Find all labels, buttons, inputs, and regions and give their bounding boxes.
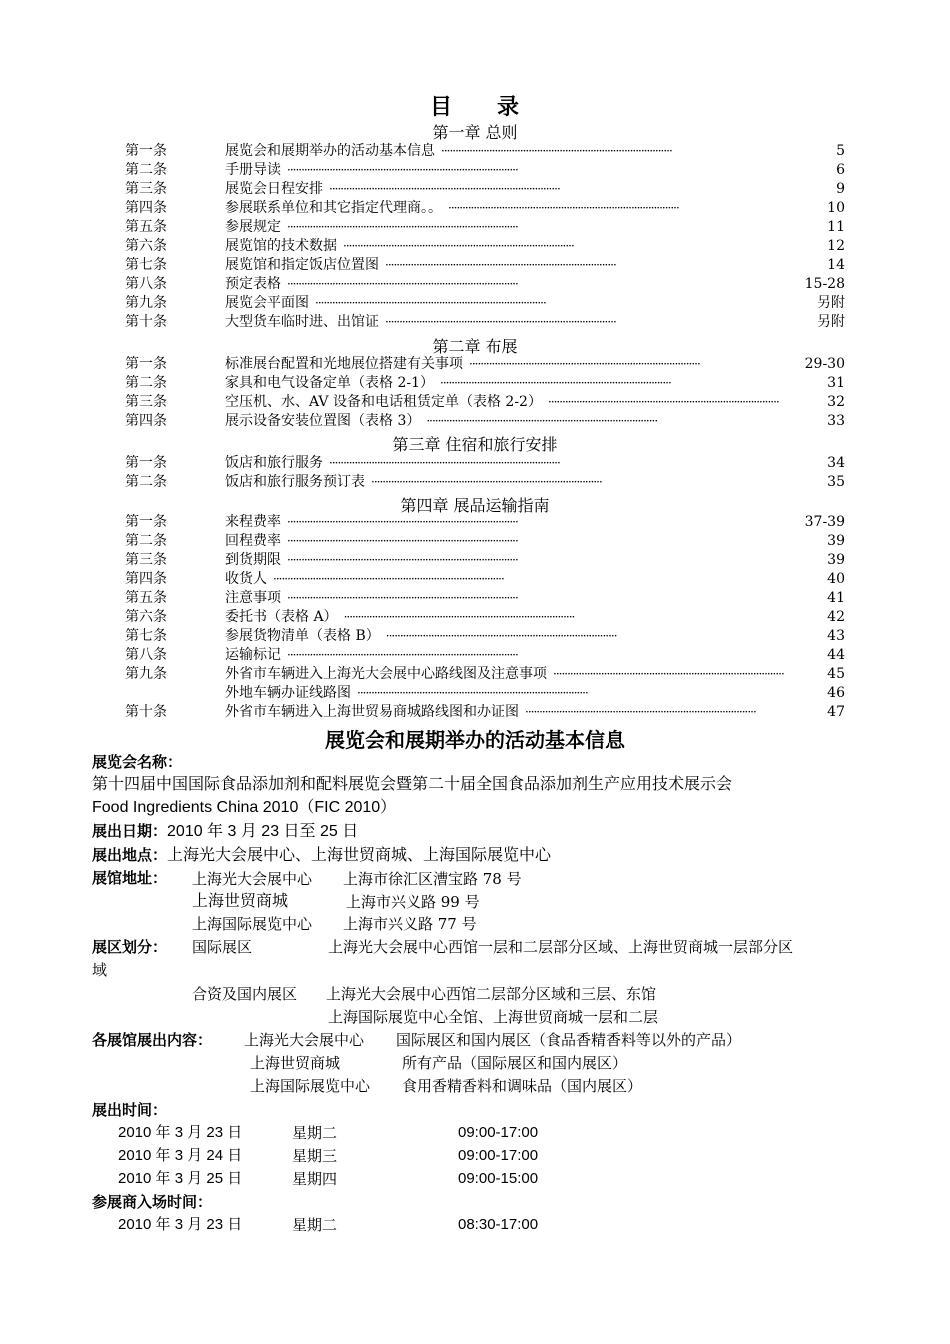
toc-entry-num: 第一条 [125,356,167,372]
toc-entry-num: 第四条 [125,200,167,216]
toc-entry-num: 第九条 [125,295,167,311]
toc-entry-text: 展览馆和指定饭店位置图 [225,257,379,273]
toc-entry-num: 第四条 [125,413,167,429]
toc-entry-num: 第二条 [125,533,167,549]
toc-entry-page: 32 [827,394,845,410]
date-value: 2010 年 3 月 23 日至 25 日 [167,823,359,840]
entry-weekday: 星期二 [292,1216,338,1234]
toc-entry[interactable]: 第五条 参展规定 ·················································································· 11 [125,219,845,235]
toc-entry-page: 15-28 [804,276,845,292]
toc-entry[interactable]: 第七条 参展货物清单（表格 B） ·················································································· 43 [125,628,845,644]
toc-entry-text: 外省市车辆进入上海世贸易商城路线图和办证图 [225,704,519,720]
zone-label: 展区划分： [92,938,168,956]
toc-entry-num: 第二条 [125,162,167,178]
toc-entry-page: 44 [827,647,845,663]
toc-entry-num: 第六条 [125,238,167,254]
content-desc: 所有产品（国际展区和国内展区） [402,1054,628,1072]
toc-entry-num: 第三条 [125,181,167,197]
toc-entry-num: 第一条 [125,514,167,530]
toc-entry-num: 第六条 [125,609,167,625]
toc-entry-text: 注意事项 [225,590,281,606]
toc-entry-text: 展览会日程安排 [225,181,323,197]
toc-entry-text: 大型货车临时进、出馆证 [225,314,379,330]
toc-entry-text: 收货人 [225,571,267,587]
toc-entry-text: 外地车辆办证线路图 [225,685,351,701]
toc-entry-text: 到货期限 [225,552,281,568]
toc-entry-text: 来程费率 [225,514,281,530]
zone-intl: 国际展区 [192,938,253,956]
toc-entry-page: 34 [827,455,845,471]
toc-entry-num: 第三条 [125,552,167,568]
toc-entry[interactable]: 第十条 大型货车临时进、出馆证 ·················································································· 另附 [125,314,845,330]
toc-entry-page: 45 [827,666,845,682]
toc-entry-page: 另附 [817,314,845,330]
toc-entry[interactable]: 第十条 外省市车辆进入上海世贸易商城路线图和办证图 ·················································································· 47 [125,704,845,720]
time-date: 2010 年 3 月 23 日 [118,1124,243,1141]
toc-entry-num: 第八条 [125,647,167,663]
toc-entry-num: 第八条 [125,276,167,292]
chapter-1-title: 第一章 总则 [432,123,518,142]
toc-entry-text: 家具和电气设备定单（表格 2-1） [225,375,434,391]
content-venue: 上海国际展览中心 [250,1077,371,1095]
toc-entry[interactable]: 第九条 外省市车辆进入上海光大会展中心路线图及注意事项 ·················································································· 45 [125,666,845,682]
toc-entry[interactable]: 第二条 饭店和旅行服务预订表 ·················································································· 35 [125,474,845,490]
toc-entry-num: 第二条 [125,474,167,490]
exhibition-name-en: Food Ingredients China 2010（FIC 2010） [92,799,397,816]
toc-entry-text: 外省市车辆进入上海光大会展中心路线图及注意事项 [225,666,547,682]
toc-entry-page: 35 [827,474,845,490]
toc-entry[interactable]: 第四条 收货人 ·················································································· 40 [125,571,845,587]
time-hours: 09:00-17:00 [458,1124,539,1141]
toc-entry-page: 33 [827,413,845,429]
time-date: 2010 年 3 月 24 日 [118,1147,243,1164]
toc-entry-page: 46 [827,685,845,701]
time-hours: 09:00-17:00 [458,1147,539,1164]
toc-entry-text: 空压机、水、AV 设备和电话租赁定单（表格 2-2） [225,394,542,410]
toc-entry[interactable]: 第二条 家具和电气设备定单（表格 2-1） ·················································································· 31 [125,375,845,391]
toc-entry[interactable]: 第七条 展览馆和指定饭店位置图 ·················································································· 14 [125,257,845,273]
toc-entry[interactable]: 第三条 到货期限 ·················································································· 39 [125,552,845,568]
toc-entry[interactable]: 第六条 委托书（表格 A） ·················································································· 42 [125,609,845,625]
address-text: 上海市兴义路 99 号 [346,893,480,911]
toc-entry-page: 29-30 [804,356,845,372]
toc-entry-text: 回程费率 [225,533,281,549]
toc-entry-num: 第二条 [125,375,167,391]
address-venue: 上海世贸商城 [192,891,289,910]
place-value: 上海光大会展中心、上海世贸商城、上海国际展览中心 [167,847,552,864]
toc-entry[interactable]: 第四条 参展联系单位和其它指定代理商。。 ·················································································· 10 [125,200,845,216]
section-title: 展览会和展期举办的活动基本信息 [325,728,625,752]
zone-intl-desc-wrap: 域 [92,961,108,979]
toc-entry[interactable]: 第九条 展览会平面图 ·················································································· 另附 [125,295,845,311]
toc-entry[interactable]: 第五条 注意事项 ·················································································· 41 [125,590,845,606]
toc-entry[interactable]: 第六条 展览馆的技术数据 ·················································································· 12 [125,238,845,254]
zone-intl-desc: 上海光大会展中心西馆一层和二层部分区域、上海世贸商城一层部分区 [328,938,794,956]
toc-entry[interactable]: 第八条 运输标记 ·················································································· 44 [125,647,845,663]
time-weekday: 星期四 [292,1170,338,1188]
time-label: 展出时间： [92,1101,168,1119]
toc-entry-page: 42 [827,609,845,625]
entry-hours: 08:30-17:00 [458,1216,539,1233]
place-label: 展出地点： [92,846,168,864]
toc-entry-page: 41 [827,590,845,606]
time-weekday: 星期三 [292,1147,338,1165]
address-label: 展馆地址： [92,869,168,887]
toc-entry-text: 标准展台配置和光地展位搭建有关事项 [225,356,463,372]
exhibition-name-cn: 第十四届中国国际食品添加剂和配料展览会暨第二十届全国食品添加剂生产应用技术展示会 [92,776,733,793]
address-text: 上海市兴义路 77 号 [343,915,477,933]
toc-entry-page: 31 [827,375,845,391]
chapter-2-title: 第二章 布展 [432,337,518,356]
toc-entry-text: 参展联系单位和其它指定代理商。。 [225,200,442,216]
toc-entry[interactable]: 第二条 手册导读 ·················································································· 6 [125,162,845,178]
entry-date: 2010 年 3 月 23 日 [118,1216,243,1233]
toc-entry-text: 运输标记 [225,647,281,663]
toc-entry-page: 39 [827,552,845,568]
toc-entry-page: 14 [827,257,845,273]
toc-entry-num: 第一条 [125,143,167,159]
toc-entry[interactable]: 第一条 展览会和展期举办的活动基本信息 ·················································································· 5 [125,143,845,159]
toc-entry-text: 展览会平面图 [225,295,309,311]
toc-entry-page: 6 [836,162,845,178]
address-venue: 上海国际展览中心 [192,915,313,933]
toc-entry-text: 展示设备安装位置图（表格 3） [225,413,421,429]
content-desc: 食用香精香料和调味品（国内展区） [402,1077,643,1095]
zone-domestic: 合资及国内展区 [192,985,298,1003]
toc-entry-text: 参展货物清单（表格 B） [225,628,380,644]
zone-domestic-desc: 上海国际展览中心全馆、上海世贸商城一层和二层 [328,1008,659,1026]
toc-entry[interactable]: 第八条 预定表格 ·················································································· 15-28 [125,276,845,292]
toc-entry-text: 手册导读 [225,162,281,178]
content-venue: 上海世贸商城 [250,1054,341,1072]
toc-entry-text: 饭店和旅行服务 [225,455,323,471]
toc-entry[interactable]: 外地车辆办证线路图 ·················································································· 46 [225,685,845,701]
toc-entry[interactable]: 第一条 来程费率 ·················································································· 37-39 [125,514,845,530]
toc-entry-page: 12 [827,238,845,254]
toc-entry-num: 第七条 [125,257,167,273]
toc-entry[interactable]: 第一条 标准展台配置和光地展位搭建有关事项 ·················································································· 29-30 [125,356,845,372]
toc-entry-num: 第九条 [125,666,167,682]
toc-entry-text: 委托书（表格 A） [225,609,338,625]
toc-entry-num: 第七条 [125,628,167,644]
toc-entry-text: 饭店和旅行服务预订表 [225,474,365,490]
chapter-4-title: 第四章 展品运输指南 [400,496,550,515]
toc-entry-num: 第五条 [125,590,167,606]
toc-entry-page: 40 [827,571,845,587]
time-weekday: 星期二 [292,1124,338,1142]
toc-title-right: 录 [497,95,521,120]
toc-entry-page: 10 [827,200,845,216]
toc-entry-text: 预定表格 [225,276,281,292]
toc-entry-text: 展览会和展期举办的活动基本信息 [225,143,435,159]
time-date: 2010 年 3 月 25 日 [118,1170,243,1187]
chapter-3-title: 第三章 住宿和旅行安排 [392,435,558,454]
toc-entry-text: 展览馆的技术数据 [225,238,337,254]
address-venue: 上海光大会展中心 [192,870,313,888]
exhibition-name-label: 展览会名称： [92,753,183,771]
content-label: 各展馆展出内容： [92,1031,213,1049]
toc-entry[interactable]: 第三条 展览会日程安排 ·················································································· 9 [125,181,845,197]
toc-entry[interactable]: 第三条 空压机、水、AV 设备和电话租赁定单（表格 2-2） ·················································································· 32 [125,394,845,410]
toc-entry-num: 第一条 [125,455,167,471]
toc-entry-text: 参展规定 [225,219,281,235]
toc-entry-num: 第三条 [125,394,167,410]
toc-entry-page: 37-39 [804,514,845,530]
time-hours: 09:00-15:00 [458,1170,539,1187]
content-desc: 国际展区和国内展区（食品香精香料等以外的产品） [396,1031,742,1049]
toc-entry[interactable]: 第四条 展示设备安装位置图（表格 3） ·················································································· 33 [125,413,845,429]
toc-entry-page: 9 [836,181,845,197]
toc-title [0,90,950,121]
toc-entry-page: 5 [836,143,845,159]
content-venue: 上海光大会展中心 [244,1031,365,1049]
toc-entry-num: 第四条 [125,571,167,587]
toc-title-left: 目 [429,95,453,120]
toc-entry-page: 11 [827,219,845,235]
toc-entry-page: 另附 [817,295,845,311]
entry-label: 参展商入场时间： [92,1193,213,1211]
toc-entry-page: 39 [827,533,845,549]
toc-entry-num: 第五条 [125,219,167,235]
toc-entry-page: 47 [827,704,845,720]
toc-entry[interactable]: 第二条 回程费率 ·················································································· 39 [125,533,845,549]
toc-entry-num: 第十条 [125,704,167,720]
zone-domestic-desc: 上海光大会展中心西馆二层部分区域和三层、东馆 [326,985,657,1003]
date-label: 展出日期： [92,822,168,840]
toc-entry-num: 第十条 [125,314,167,330]
toc-entry-page: 43 [827,628,845,644]
address-text: 上海市徐汇区漕宝路 78 号 [343,870,522,888]
toc-entry[interactable]: 第一条 饭店和旅行服务 ·················································································· 34 [125,455,845,471]
